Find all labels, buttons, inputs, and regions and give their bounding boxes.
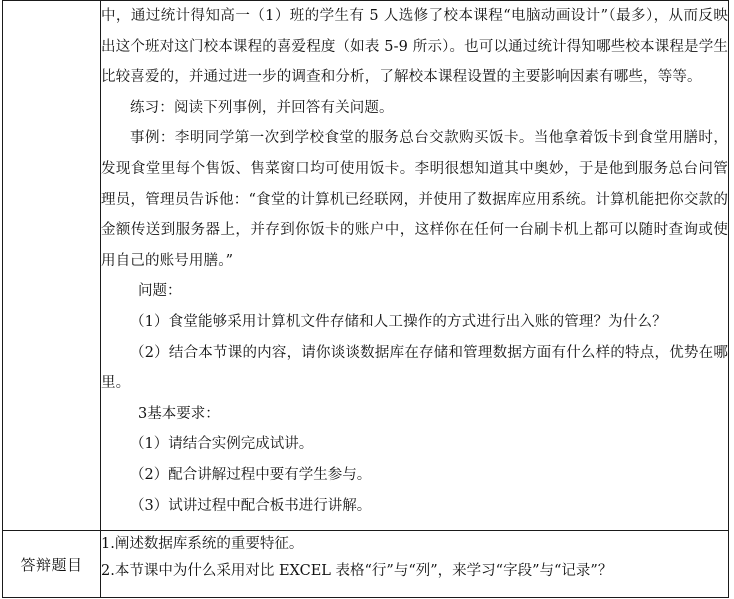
requirement-1: （1）请结合实例完成试讲。 xyxy=(130,436,314,453)
defense-row xyxy=(3,531,729,598)
question-label: 问题： xyxy=(138,283,182,300)
intro-paragraph: 中，通过统计得知高一（1）班的学生有 5 人选修了校本课程“电脑动画设计”（最多），从而反映出这个班对这门校本课程的喜爱程度（如表 5-9 所示）。也可以通过统计得知哪些校本课程是学生比较喜爱的，并通过进一步的调查和分析，了解校本课程设置的主要影响因素有哪些，等等。 xyxy=(101,8,728,86)
defense-questions-cell xyxy=(101,531,729,598)
exercise-instruction: 练习：阅读下列事例，并回答有关问题。 xyxy=(130,99,394,116)
question-2: （2）结合本节课的内容，请你谈谈数据库在存储和管理数据方面有什么样的特点，优势在哪里。 xyxy=(101,344,728,392)
content-row xyxy=(3,1,729,531)
defense-question-2: 2.本节课中为什么采用对比 EXCEL 表格“行”与“列”，来学习“字段”与“记录”？ xyxy=(101,563,613,579)
defense-label: 答辩题目 xyxy=(3,531,101,598)
question-1: （1）食堂能够采用计算机文件存储和人工操作的方式进行出入账的管理？为什么？ xyxy=(130,313,667,330)
case-paragraph: 事例：李明同学第一次到学校食堂的服务总台交款购买饭卡。当他拿着饭卡到食堂用膳时，发现食堂里每个售饭、售菜窗口均可使用饭卡。李明很想知道其中奥妙，于是他到服务总台问管理员，管理员告诉他：“食堂的计算机已经联网，并使用了数据库应用系统。计算机能把你交款的金额传送到服务器上，并存到你饭卡的账户中，这样你在任何一台刷卡机上都可以随时查询或使用自己的账号用膳。” xyxy=(101,130,728,269)
exam-table xyxy=(2,0,729,598)
requirement-2: （2）配合讲解过程中要有学生参与。 xyxy=(130,466,372,483)
requirements-label: 3基本要求： xyxy=(138,405,220,422)
requirement-3: （3）试讲过程中配合板书进行讲解。 xyxy=(130,497,372,514)
defense-question-1: 1.阐述数据库系统的重要特征。 xyxy=(101,536,304,552)
content-cell xyxy=(101,1,729,531)
empty-label-cell xyxy=(3,1,101,531)
